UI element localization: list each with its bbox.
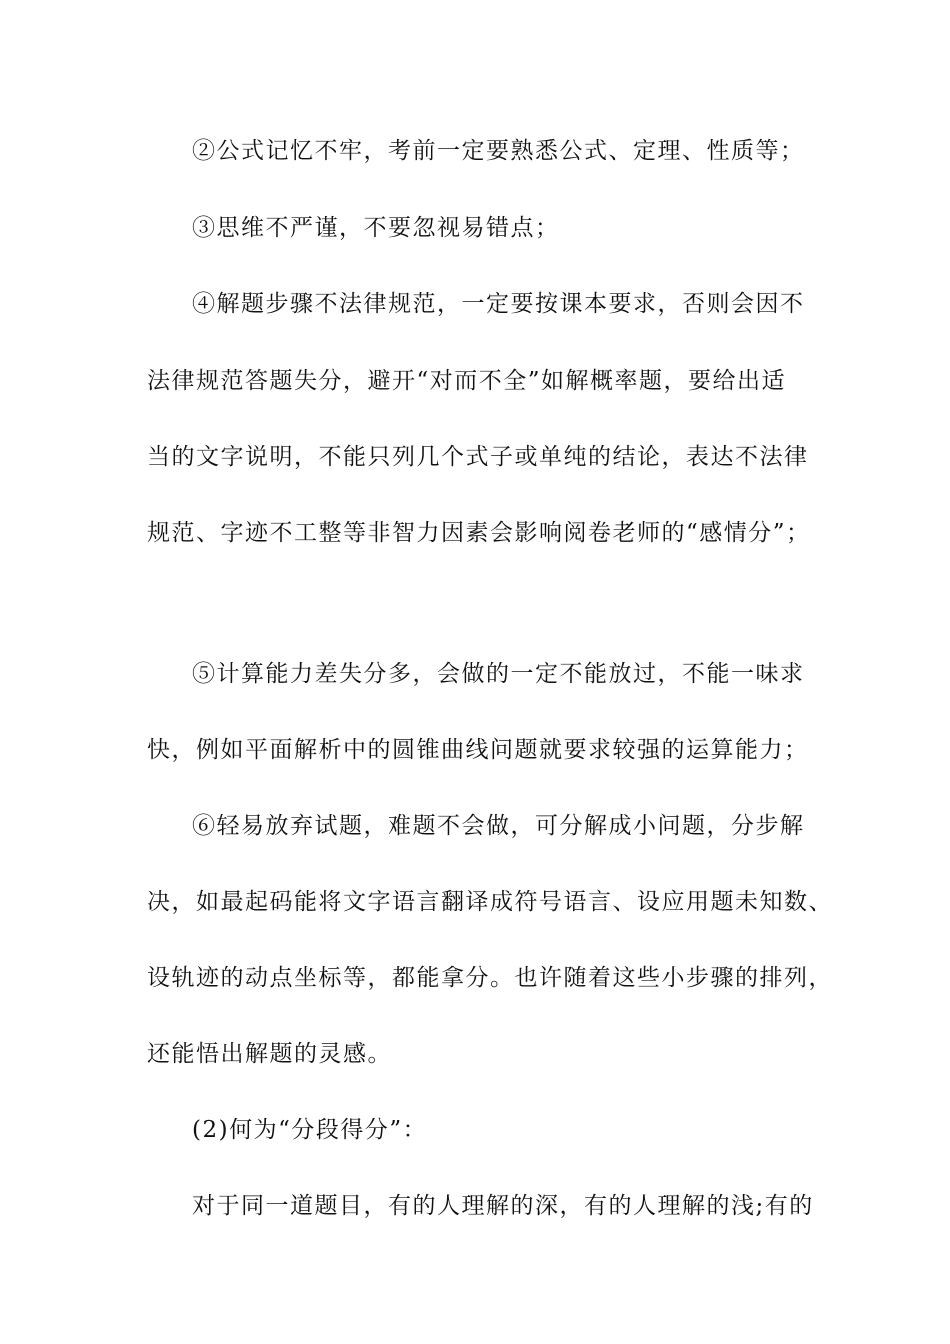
paragraph-line: 设轨迹的动点坐标等，都能拿分。也许随着这些小步骤的排列，	[147, 965, 833, 991]
paragraph-line: ③思维不严谨，不要忽视易错点；	[192, 215, 560, 241]
paragraph-line: 还能悟出解题的灵感。	[147, 1041, 392, 1067]
paragraph-line: ⑤计算能力差失分多，会做的一定不能放过，不能一味求	[192, 661, 805, 687]
paragraph-line: 当的文字说明，不能只列几个式子或单纯的结论，表达不法律	[147, 444, 809, 470]
paragraph-line: 快，例如平面解析中的圆锥曲线问题就要求较强的运算能力；	[147, 737, 809, 763]
section-heading: (2)何为“分段得分”：	[192, 1117, 428, 1143]
paragraph-line: 决，如最起码能将文字语言翻译成符号语言、设应用题未知数、	[147, 889, 833, 915]
paragraph-line: 规范、字迹不工整等非智力因素会影响阅卷老师的“感情分”；	[147, 520, 811, 546]
paragraph-line: ②公式记忆不牢，考前一定要熟悉公式、定理、性质等；	[192, 138, 805, 164]
paragraph-line: ④解题步骤不法律规范，一定要按课本要求，否则会因不	[192, 291, 805, 317]
paragraph-line: 法律规范答题失分，避开“对而不全”如解概率题，要给出适	[147, 368, 787, 394]
paragraph-line: 对于同一道题目，有的人理解的深，有的人理解的浅;有的	[192, 1193, 814, 1219]
paragraph-line: ⑥轻易放弃试题，难题不会做，可分解成小问题，分步解	[192, 813, 805, 839]
